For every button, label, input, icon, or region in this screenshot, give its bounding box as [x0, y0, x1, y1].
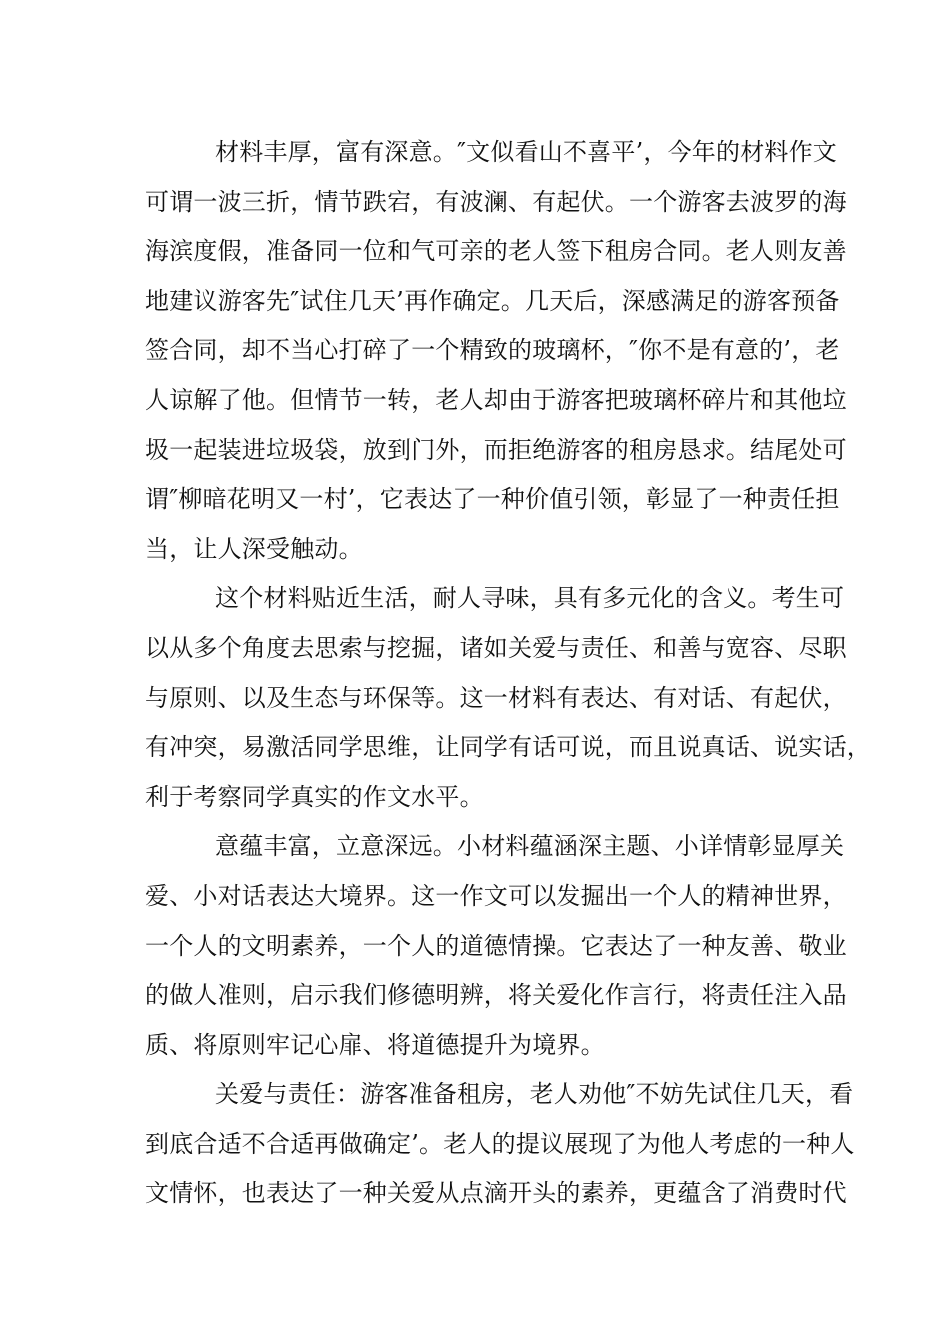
- paragraph-2: [145, 574, 871, 822]
- text-line: 一个人的文明素养，一个人的道德情操。它表达了一种友善、敬业: [145, 931, 847, 960]
- text-line: 到底合适不合适再做确定’。老人的提议展现了为他人考虑的一种人: [145, 1129, 855, 1158]
- text-line: 有冲突，易激活同学思维，让同学有话可说，而且说真话、说实话，: [145, 733, 871, 762]
- text-line: 可谓一波三折，情节跌宕，有波澜、有起伏。一个游客去波罗的海: [145, 187, 847, 216]
- text-line: 文情怀，也表达了一种关爱从点滴开头的素养，更蕴含了消费时代: [145, 1179, 847, 1208]
- text-line: 质、将原则牢记心扉、将道德提升为境界。: [145, 1030, 605, 1059]
- text-line: 爱、小对话表达大境界。这一作文可以发掘出一个人的精神世界，: [145, 881, 847, 910]
- text-line: 谓″柳暗花明又一村’，它表达了一种价值引领，彰显了一种责任担: [145, 485, 840, 514]
- text-line: 材料丰厚，富有深意。″文似看山不喜平’，今年的材料作文: [215, 138, 837, 166]
- article-body: [145, 128, 871, 1219]
- paragraph-1: [145, 128, 847, 574]
- text-line: 意蕴丰富，立意深远。小材料蕴涵深主题、小详情彰显厚关: [215, 832, 845, 861]
- text-line: 签合同，却不当心打碎了一个精致的玻璃杯，″你不是有意的’，老: [145, 336, 840, 365]
- text-line: 地建议游客先″试住几天’再作确定。几天后，深感满足的游客预备: [145, 286, 840, 315]
- text-line: 这个材料贴近生活，耐人寻味，具有多元化的含义。考生可: [215, 584, 845, 613]
- text-line: 以从多个角度去思索与挖掘，诸如关爱与责任、和善与宽容、尽职: [145, 633, 847, 662]
- text-line: 海滨度假，准备同一位和气可亲的老人签下租房合同。老人则友善: [145, 237, 847, 266]
- paragraph-4: [145, 1070, 855, 1219]
- text-line: 的做人准则，启示我们修德明辨，将关爱化作言行，将责任注入品: [145, 981, 847, 1010]
- text-line: 与原则、以及生态与环保等。这一材料有表达、有对话、有起伏，: [145, 683, 847, 712]
- text-line: 关爱与责任：游客准备租房，老人劝他″不妨先试住几天，看: [215, 1080, 854, 1109]
- text-line: 利于考察同学真实的作文水平。: [145, 782, 484, 811]
- text-line: 人谅解了他。但情节一转，老人却由于游客把玻璃杯碎片和其他垃: [145, 385, 847, 414]
- paragraph-3: [145, 822, 847, 1070]
- text-line: 当，让人深受触动。: [145, 534, 363, 563]
- text-line: 圾一起装进垃圾袋，放到门外，而拒绝游客的租房恳求。结尾处可: [145, 435, 847, 464]
